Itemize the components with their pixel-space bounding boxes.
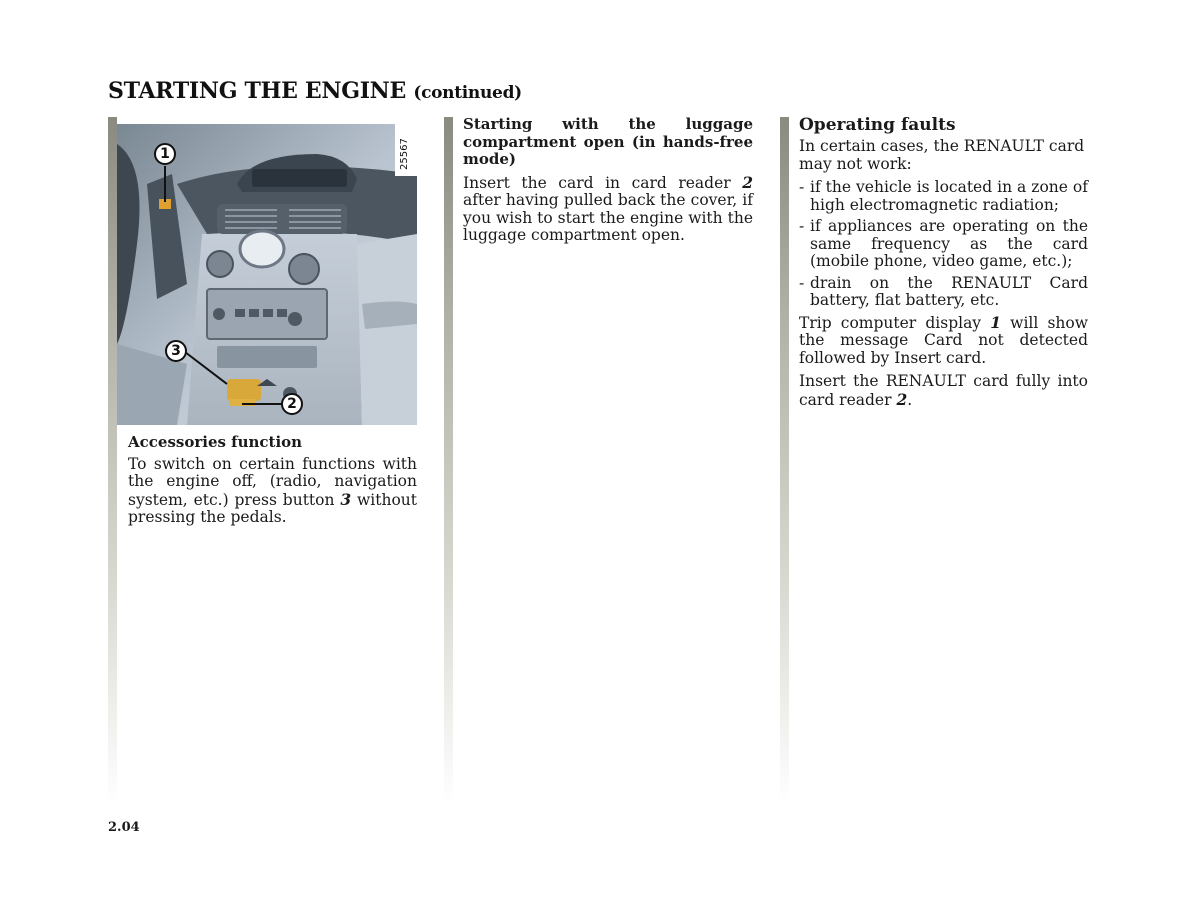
list-item: - if the vehicle is located in a zone of high electromagnetic radiation; [799, 178, 1088, 214]
callout-1: 1 [154, 143, 176, 165]
insert-post: . [907, 390, 913, 409]
accessories-body-post: without pressing the pedals. [128, 490, 418, 526]
accessories-body-ref: 3 [340, 489, 352, 509]
luggage-body [463, 174, 753, 245]
luggage-body-ref: 2 [742, 172, 753, 192]
insert-ref: 2 [896, 389, 908, 409]
insert-card-text [799, 373, 1088, 409]
list-item: - drain on the RENAULT Card battery, flat battery, etc. [799, 273, 1088, 309]
callout-2: 2 [281, 393, 303, 415]
trip-post: will show the message Card not detected followed by Insert card. [799, 313, 1089, 367]
operating-faults-intro: In certain cases, the RENAULT card may not work: [799, 137, 1085, 173]
trip-pre: Trip computer display [799, 313, 991, 332]
column-1 [128, 434, 417, 533]
callout-3: 3 [165, 340, 187, 362]
column-rule-1 [108, 117, 117, 807]
trip-computer-text [799, 314, 1088, 368]
column-rule-2 [444, 117, 453, 807]
accessories-body-pre: To switch on certain functions with the engine off, (radio, navigation system, etc.) press button [128, 454, 417, 509]
column-2 [463, 116, 753, 251]
operating-faults-heading: Operating faults [799, 115, 956, 135]
page-title-main: STARTING THE ENGINE [108, 78, 406, 104]
list-item-text: drain on the RENAULT Card battery, flat battery, etc. [810, 273, 1088, 309]
list-item: - if appliances are operating on the same frequency as the card (mobile phone, video game, etc.); [799, 217, 1088, 270]
column-rule-3 [780, 117, 789, 807]
luggage-body-post: after having pulled back the cover, if you wish to start the engine with the luggage compartment open. [463, 191, 753, 244]
accessories-heading: Accessories function [128, 433, 303, 451]
trip-ref: 1 [990, 312, 1002, 332]
list-item-text: if appliances are operating on the same frequency as the card (mobile phone, video game, etc.); [810, 217, 1088, 270]
figure-code [395, 124, 417, 176]
column-3 [799, 115, 1088, 415]
accessories-body [128, 456, 417, 527]
luggage-heading: Starting with the luggage compartment open (in hands-free mode) [463, 115, 753, 168]
list-item-text: if the vehicle is located in a zone of high electromagnetic radiation; [810, 178, 1088, 214]
figure-code-text: 25567 [399, 138, 410, 170]
dashboard-photo-icon [117, 124, 417, 425]
dashboard-figure [117, 124, 417, 425]
insert-pre: Insert the RENAULT card fully into card reader [799, 372, 1088, 409]
page-title [108, 78, 522, 104]
page-number: 2.04 [108, 820, 140, 835]
page-title-suffix: (continued) [413, 83, 522, 103]
luggage-body-pre: Insert the card in card reader [463, 173, 743, 192]
